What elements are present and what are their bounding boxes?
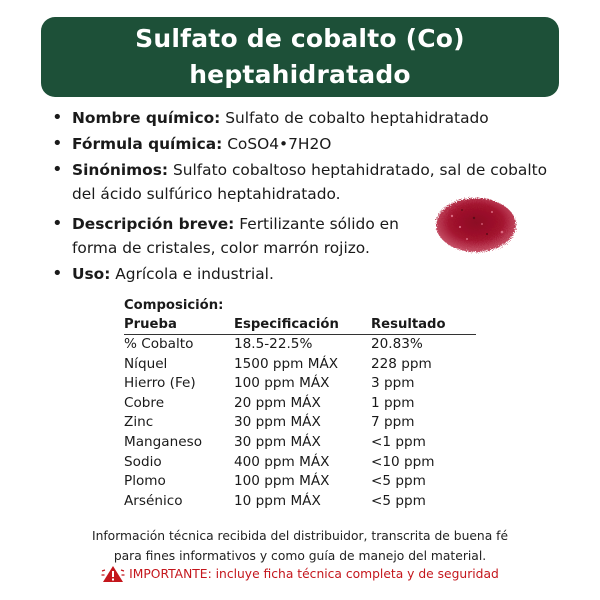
important-notice <box>0 565 600 583</box>
list-item-description <box>52 212 422 260</box>
table-row <box>124 394 476 414</box>
table-row <box>124 355 476 375</box>
table-cell: Manganeso <box>124 433 203 450</box>
table-cell: 100 ppm MÁX <box>234 375 330 392</box>
table-cell: % Cobalto <box>124 336 194 352</box>
table-cell: <10 ppm <box>371 453 435 470</box>
bullet-text: Sulfato de cobalto heptahidratado <box>220 109 489 127</box>
disclaimer-line1: Información técnica recibida del distribuidor, transcrita de buena fé <box>91 529 509 543</box>
table-row <box>124 453 476 473</box>
column-header: Especificación <box>234 315 371 335</box>
table-cell: Cobre <box>124 394 165 411</box>
cobalt-sulfate-crystals-image <box>432 194 520 256</box>
warning-icon <box>101 565 125 583</box>
table-cell: 3 ppm <box>371 375 415 392</box>
table-cell: <1 ppm <box>371 433 426 450</box>
table-cell: Sodio <box>124 453 162 470</box>
list-item-chemical-name <box>52 106 552 130</box>
table-cell: 400 ppm MÁX <box>234 453 330 470</box>
table-cell: 7 ppm <box>371 414 415 431</box>
table-cell: 1 ppm <box>371 394 415 411</box>
table-cell: Arsénico <box>124 492 183 509</box>
table-row <box>124 335 476 355</box>
disclaimer-line2: para fines informativos y como guía de manejo del material. <box>113 548 487 563</box>
bullet-label: Nombre químico: <box>72 109 221 127</box>
bullet-text: CoSO4•7H2O <box>222 135 332 153</box>
list-item-formula <box>52 132 552 156</box>
bullet-label: Fórmula química: <box>72 135 223 153</box>
table-row <box>124 374 476 394</box>
bullet-text: Agrícola e industrial. <box>110 265 274 283</box>
bullet-label: Descripción breve: <box>72 215 235 233</box>
table-cell: Hierro (Fe) <box>124 375 196 392</box>
table-cell: Níquel <box>124 355 168 372</box>
table-cell: 10 ppm MÁX <box>234 492 321 509</box>
table-cell: 228 ppm <box>371 355 432 372</box>
composition-title: Composición: <box>124 298 224 313</box>
bullet-text: Fertilizante sólido en forma de cristales, color marrón rojizo. <box>72 215 399 257</box>
table-cell: 20.83% <box>371 336 423 352</box>
table-cell: <5 ppm <box>371 492 426 509</box>
title-banner <box>41 17 559 97</box>
table-cell: <5 ppm <box>371 473 426 490</box>
page-title-line2: heptahidratado <box>189 60 411 89</box>
table-row <box>124 413 476 433</box>
table-cell: Zinc <box>124 414 154 431</box>
table-cell: Plomo <box>124 473 166 490</box>
bullet-label: Uso: <box>72 265 111 283</box>
table-cell: 30 ppm MÁX <box>234 433 321 450</box>
table-row <box>124 492 476 512</box>
table-row <box>124 433 476 453</box>
table-cell: 30 ppm MÁX <box>234 414 321 431</box>
table-cell: 1500 ppm MÁX <box>234 355 339 372</box>
important-text: IMPORTANTE: incluye ficha técnica completa y de seguridad <box>129 567 499 581</box>
list-item-use <box>52 262 552 286</box>
composition-section <box>124 297 484 511</box>
table-header-row <box>124 315 476 335</box>
bullet-text: Sulfato cobaltoso heptahidratado, sal de cobalto del ácido sulfúrico heptahidratado. <box>72 161 548 203</box>
composition-table <box>124 315 476 511</box>
column-header: Prueba <box>124 315 234 335</box>
disclaimer <box>0 527 600 566</box>
column-header: Resultado <box>371 315 476 335</box>
page-title-line1: Sulfato de cobalto (Co) <box>135 24 465 53</box>
bullet-label: Sinónimos: <box>72 161 169 179</box>
table-cell: 20 ppm MÁX <box>234 394 321 411</box>
table-cell: 18.5-22.5% <box>234 336 313 352</box>
table-cell: 100 ppm MÁX <box>234 473 330 490</box>
table-row <box>124 472 476 492</box>
